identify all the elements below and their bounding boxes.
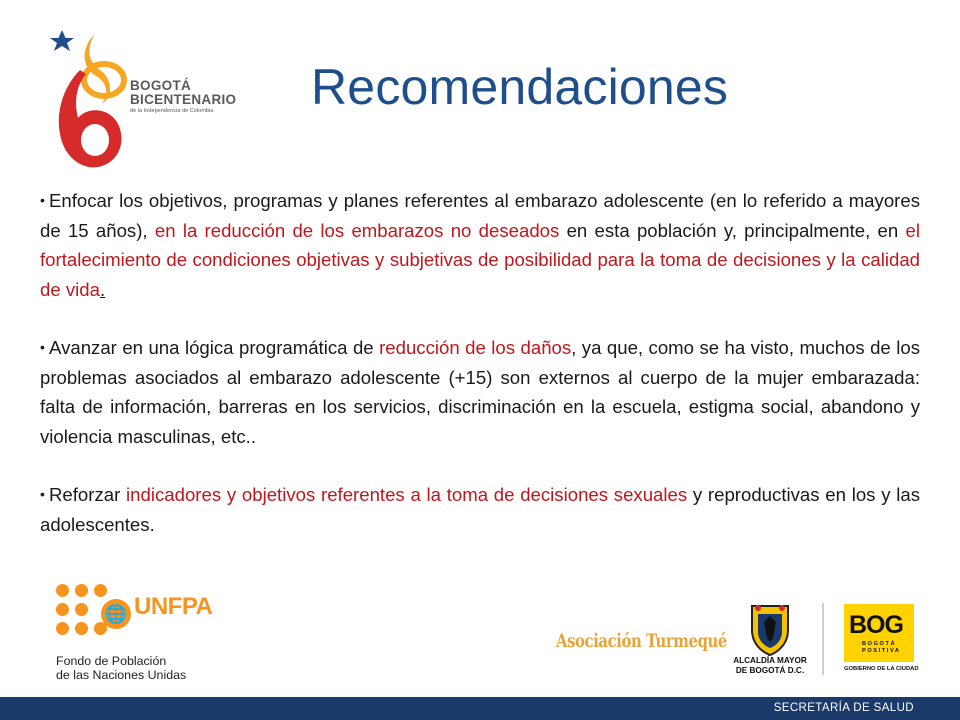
alcaldia-line1: ALCALDÍA MAYOR: [733, 656, 807, 665]
bicentenario-line3: de la Independencia de Colombia: [130, 108, 214, 114]
body-text: en esta población y, principalmente, en: [559, 219, 906, 241]
bicentenario-logo-icon: [40, 22, 130, 182]
bogota-positiva-logo: [844, 604, 919, 676]
body-text: y reproductivas en los y las adolescentes.: [40, 484, 920, 535]
footer-text: SECRETARÍA DE SALUD: [773, 702, 914, 714]
highlighted-text: indicadores y objetivos referentes a la toma de decisiones sexuales: [126, 484, 688, 505]
unfpa-dot: [94, 584, 107, 597]
unfpa-dot: [75, 622, 88, 635]
bogota-coat-of-arms-icon: [728, 600, 812, 656]
bog-gobierno: GOBIERNO DE LA CIUDAD: [844, 666, 919, 672]
unfpa-dot: [75, 603, 88, 616]
body-text: , ya que, como se ha visto, muchos de los problemas asociados al embarazo adolescente (+15) son externos al cuerpo de la mujer embarazada: falta de información, barreras en los servicios, discriminación en la escuela, estigma social, abandono y violencia masculinas, etc..: [40, 337, 920, 447]
unfpa-dot: [75, 584, 88, 597]
unfpa-subtitle: [56, 654, 186, 682]
unfpa-dot: [56, 622, 69, 635]
unfpa-dot: [56, 584, 69, 597]
highlighted-text: reducción de los daños: [379, 337, 572, 358]
bicentenario-line2: BICENTENARIO: [130, 92, 237, 107]
body-text: .: [99, 278, 106, 300]
body-text: Reforzar: [49, 484, 127, 505]
highlighted-text: en la reducción de los embarazos no deseados: [154, 219, 560, 241]
unfpa-dot: [56, 603, 69, 616]
bullet-item: [40, 186, 920, 304]
unfpa-sub1: Fondo de Población: [56, 654, 167, 668]
bullet-item: [40, 333, 920, 451]
unfpa-name: UNFPA: [134, 593, 213, 620]
unfpa-sub2: de las Naciones Unidas: [56, 668, 187, 682]
bog-positiva: BOGOTÁ POSITIVA: [862, 641, 901, 654]
body-text: Enfocar los objetivos, programas y planes referentes al embarazo adolescente (en lo referido a mayores de 15 años),: [40, 190, 920, 241]
alcaldia-logo: [728, 600, 812, 680]
asociacion-turmeque-logo: Asociación Turmequé: [556, 630, 727, 652]
highlighted-text: el fortalecimiento de condiciones objetivas y subjetivas de posibilidad para la toma de decisiones y la calidad de vida: [40, 219, 920, 300]
bicentenario-line1: BOGOTÁ: [130, 78, 192, 93]
body-text: Avanzar en una lógica programática de: [49, 337, 380, 358]
slide-title: Recomendaciones: [311, 59, 729, 115]
bullet-dot-icon: •: [40, 192, 45, 208]
footer-bar: [0, 697, 960, 720]
logo-divider: [822, 603, 824, 675]
bullet-item: [40, 480, 920, 539]
alcaldia-line2: DE BOGOTÁ D.C.: [735, 666, 805, 675]
bullet-dot-icon: •: [40, 339, 45, 355]
unfpa-logo: [56, 584, 213, 684]
bullet-dot-icon: •: [40, 486, 45, 502]
bicentenario-logo: [40, 22, 270, 182]
bog-box: [844, 604, 914, 662]
bog-word: BOG: [849, 611, 903, 639]
bullet-list: [40, 186, 920, 568]
un-emblem-icon: 🌐: [101, 599, 131, 629]
